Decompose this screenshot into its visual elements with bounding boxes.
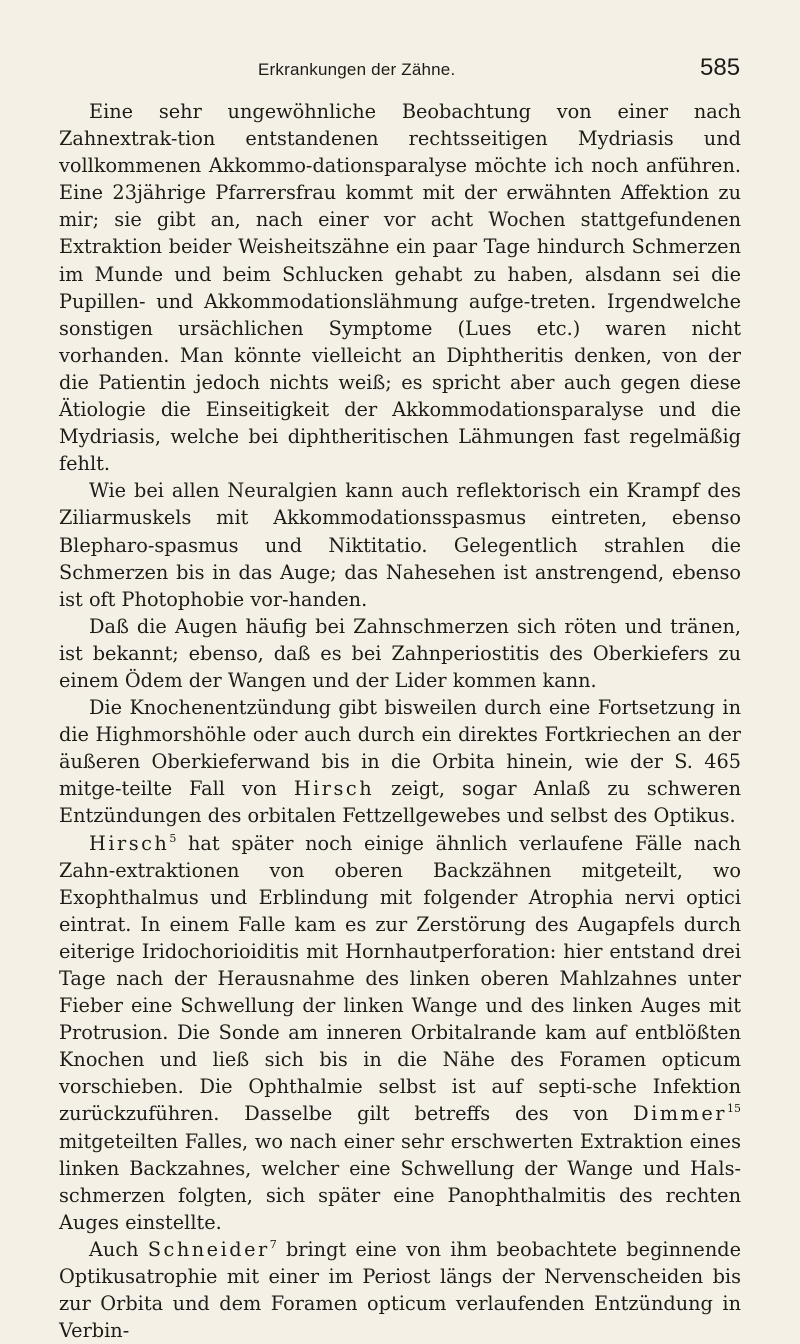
author-name: Dimmer [633,1102,727,1126]
text-run: bringt eine von ihm beobachtete beginnende Optikusatrophie mit einer im Periost längs der Nervenscheiden bis zur Orbita und dem Foramen opticum verlaufenden Entzündung in Verbin- [59,1237,741,1343]
body-text [59,98,741,1344]
paragraph [59,830,741,1236]
footnote-ref: 5 [169,831,177,845]
text-run: Daß die Augen häufig bei Zahnschmerzen sich röten und tränen, ist bekannt; ebenso, daß es bei Zahnperiostitis des Oberkiefers zu einem Ödem der Wangen und der Lider kommen kann. [59,614,741,692]
author-name: Hirsch [293,777,375,801]
paragraph [59,613,741,694]
paragraph [59,98,741,477]
text-run: Eine sehr ungewöhnliche Beobachtung von einer nach Zahnextrak-tion entstandenen rechtsseitigen Mydriasis und vollkommenen Akkommo-dationsparalyse möchte ich noch anführen. Eine 23jährige Pfarrersfrau kommt mit der erwähnten Affektion zu mir; sie gibt an, nach einer vor acht Wochen stattgefundenen Extraktion beider Weisheitszähne ein paar Tage hindurch Schmerzen im Munde und beim Schlucken gehabt zu haben, alsdann sei die Pupillen- und Akkommodationslähmung aufge-treten. Irgendwelche sonstigen ursächlichen Symptome (Lues etc.) waren nicht vorhanden. Man könnte vielleicht an Diphtheritis denken, von der die Patientin jedoch nichts weiß; es spricht aber auch gegen diese Ätiologie die Einseitigkeit der Akkommodationsparalyse und die Mydriasis, welche bei diphtheritischen Lähmungen fast regelmäßig fehlt. [59,100,741,476]
text-run: Auch [89,1237,148,1261]
text-run: Wie bei allen Neuralgien kann auch reflektorisch ein Krampf des Ziliarmuskels mit Akkommodationsspasmus eintreten, ebenso Blepharo-spasmus und Niktitatio. Gelegentlich strahlen die Schmerzen bis in das Auge; das Nahesehen ist anstrengend, ebenso ist oft Photophobie vor-handen. [59,479,741,611]
text-run: zeigt, sogar Anlaß zu schweren Entzündungen des orbitalen Fettzellgewebes und selbst des Optikus. [59,777,741,828]
text-run: hat später noch einige ähnlich verlaufene Fälle nach Zahn-extraktionen von oberen Backzähnen mitgeteilt, wo Exophthalmus und Erblindung mit folgender Atrophia nervi optici eintrat. In einem Falle kam es zur Zerstörung des Augapfels durch eiterige Iridochorioiditis mit Hornhautperforation: hier entstand drei Tage nach der Herausnahme des linken oberen Mahlzahnes unter Fieber eine Schwellung der linken Wange und des linken Auges mit Protrusion. Die Sonde am inneren Orbitalrande kam auf entblößten Knochen und ließ sich bis in die Nähe des Foramen opticum vorschieben. Die Ophthalmie selbst ist auf septi-sche Infektion zurückzuführen. Dasselbe gilt betreffs des von [59,831,741,1126]
footnote-ref: 7 [269,1237,277,1251]
paragraph [59,477,741,612]
paragraph [59,694,741,829]
author-name: Schneider [147,1237,270,1261]
author-name: Hirsch [89,831,170,855]
text-run: mitgeteilten Falles, wo nach einer sehr erschwerten Extraktion eines linken Backzahnes, welcher eine Schwellung der Wange und Hals-schmerzen folgten, sich später eine Panophthalmitis des rechten Auges einstellte. [59,1129,741,1234]
page-number: 585 [700,54,741,81]
footnote-ref: 15 [727,1102,741,1116]
running-head: Erkrankungen der Zähne. [258,60,456,79]
paragraph [59,1236,741,1344]
text-run: Die Knochenentzündung gibt bisweilen durch eine Fortsetzung in die Highmorshöhle oder auch durch ein direktes Fortkriechen an der äußeren Oberkieferwand bis in die Orbita hinein, wie der S. 465 mitge-teilte Fall von [59,696,741,801]
